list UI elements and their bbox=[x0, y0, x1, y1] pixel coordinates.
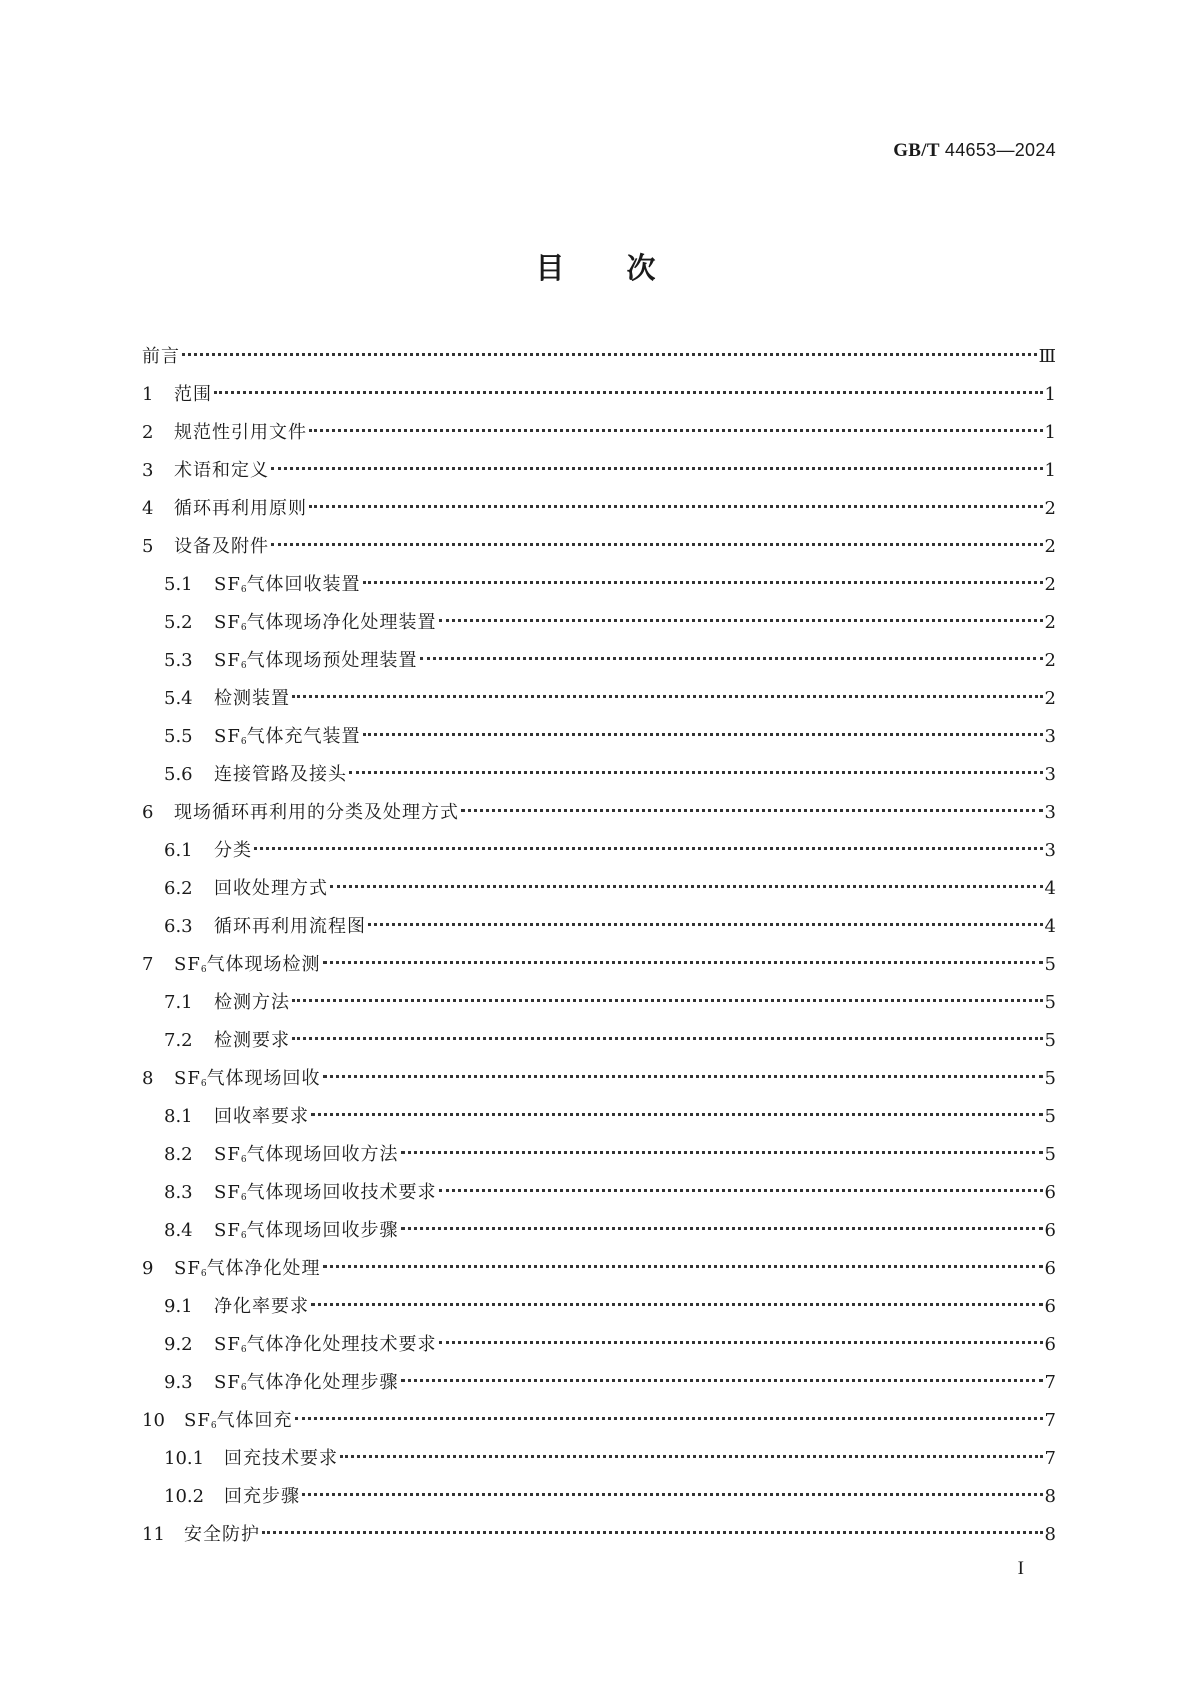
toc-dot-leader bbox=[330, 885, 1043, 888]
toc-entry-page: 5 bbox=[1044, 1068, 1056, 1089]
toc-entry-page: 2 bbox=[1044, 536, 1056, 557]
toc-entry-title: $SF_6$气体回充 bbox=[184, 1410, 293, 1431]
toc-entry[interactable] bbox=[142, 832, 1056, 870]
toc-entry-page: 5 bbox=[1044, 1144, 1056, 1165]
toc-dot-leader bbox=[262, 1531, 1043, 1534]
toc-entry[interactable] bbox=[142, 1060, 1056, 1098]
toc-entry-page: 2 bbox=[1044, 498, 1056, 519]
toc-entry-page: 3 bbox=[1044, 802, 1056, 823]
toc-dot-leader bbox=[439, 1189, 1043, 1192]
toc-entry[interactable] bbox=[142, 794, 1056, 832]
toc-dot-leader bbox=[401, 1151, 1043, 1154]
toc-entry[interactable] bbox=[142, 1212, 1056, 1250]
toc-entry-title: 回收率要求 bbox=[214, 1106, 309, 1127]
toc-entry-page: 1 bbox=[1044, 422, 1056, 443]
toc-entry-title: 现场循环再利用的分类及处理方式 bbox=[174, 802, 459, 823]
toc-entry-number: 9.1 bbox=[164, 1296, 193, 1317]
toc-entry-title: 规范性引用文件 bbox=[174, 422, 307, 443]
toc-entry[interactable] bbox=[142, 528, 1056, 566]
toc-dot-leader bbox=[311, 1303, 1043, 1306]
toc-entry-number: 7 bbox=[142, 954, 154, 975]
toc-dot-leader bbox=[401, 1379, 1043, 1382]
toc-entry-title: 连接管路及接头 bbox=[214, 764, 347, 785]
toc-entry-page: 5 bbox=[1044, 1030, 1056, 1051]
toc-entry-page: 6 bbox=[1044, 1296, 1056, 1317]
toc-entry-title: $SF_6$气体现场回收方法 bbox=[214, 1144, 399, 1165]
toc-entry-title: 循环再利用流程图 bbox=[214, 916, 366, 937]
toc-entry-title: $SF_6$气体现场回收技术要求 bbox=[214, 1182, 437, 1203]
toc-entry-number: 6 bbox=[142, 802, 154, 823]
toc-entry-number: 5.6 bbox=[164, 764, 193, 785]
toc-entry-title: 安全防护 bbox=[184, 1524, 260, 1545]
toc-entry-page: 6 bbox=[1044, 1258, 1056, 1279]
toc-entry[interactable] bbox=[142, 376, 1056, 414]
toc-entry-title: 检测装置 bbox=[214, 688, 290, 709]
toc-entry-number: 7.2 bbox=[164, 1030, 193, 1051]
toc-entry-title: $SF_6$气体净化处理技术要求 bbox=[214, 1334, 437, 1355]
toc-entry-title: $SF_6$气体净化处理步骤 bbox=[214, 1372, 399, 1393]
toc-entry[interactable] bbox=[142, 1022, 1056, 1060]
toc-entry-page: 6 bbox=[1044, 1334, 1056, 1355]
toc-entry[interactable] bbox=[142, 1098, 1056, 1136]
toc-entry[interactable] bbox=[142, 338, 1056, 376]
toc-entry-page: 8 bbox=[1044, 1524, 1056, 1545]
toc-entry-page: 3 bbox=[1044, 764, 1056, 785]
toc-entry-number: 10 bbox=[142, 1410, 165, 1431]
toc-entry[interactable] bbox=[142, 1364, 1056, 1402]
toc-entry-page: 7 bbox=[1044, 1410, 1056, 1431]
toc-entry-title: 范围 bbox=[174, 384, 212, 405]
toc-entry-page: 6 bbox=[1044, 1220, 1056, 1241]
toc-entry-number: 8.4 bbox=[164, 1220, 193, 1241]
toc-entry-page: 3 bbox=[1044, 840, 1056, 861]
toc-entry-number: 3 bbox=[142, 460, 154, 481]
toc-entry[interactable] bbox=[142, 1402, 1056, 1440]
toc-entry[interactable] bbox=[142, 756, 1056, 794]
toc-entry-title: $SF_6$气体净化处理 bbox=[174, 1258, 321, 1279]
toc-dot-leader bbox=[309, 429, 1043, 432]
toc-dot-leader bbox=[309, 505, 1043, 508]
toc-entry-page: 7 bbox=[1044, 1448, 1056, 1469]
toc-dot-leader bbox=[439, 619, 1043, 622]
toc-entry-page: 2 bbox=[1044, 688, 1056, 709]
toc-dot-leader bbox=[311, 1113, 1043, 1116]
toc-dot-leader bbox=[349, 771, 1043, 774]
toc-dot-leader bbox=[302, 1493, 1043, 1496]
toc-entry-number: 6.3 bbox=[164, 916, 193, 937]
toc-entry-page: 4 bbox=[1044, 878, 1056, 899]
toc-dot-leader bbox=[401, 1227, 1043, 1230]
toc-dot-leader bbox=[271, 467, 1043, 470]
toc-entry[interactable] bbox=[142, 718, 1056, 756]
toc-entry-page: 2 bbox=[1044, 612, 1056, 633]
toc-entry-page: 1 bbox=[1044, 460, 1056, 481]
toc-entry-number: 7.1 bbox=[164, 992, 193, 1013]
toc-dot-leader bbox=[292, 999, 1043, 1002]
toc-entry-number: 2 bbox=[142, 422, 154, 443]
toc-entry-page: 4 bbox=[1044, 916, 1056, 937]
toc-dot-leader bbox=[340, 1455, 1043, 1458]
toc-entry-page: 5 bbox=[1044, 992, 1056, 1013]
toc-dot-leader bbox=[461, 809, 1043, 812]
toc-entry-page: 2 bbox=[1044, 650, 1056, 671]
toc-entry[interactable] bbox=[142, 1516, 1056, 1554]
toc-entry-page: Ⅲ bbox=[1038, 346, 1056, 367]
toc-dot-leader bbox=[182, 353, 1037, 356]
toc-dot-leader bbox=[292, 695, 1043, 698]
toc-entry-number: 9.2 bbox=[164, 1334, 193, 1355]
toc-entry-title: 回充技术要求 bbox=[224, 1448, 338, 1469]
toc-entry-number: 8.1 bbox=[164, 1106, 193, 1127]
toc-entry-number: 5 bbox=[142, 536, 154, 557]
toc-entry-title: 术语和定义 bbox=[174, 460, 269, 481]
toc-entry[interactable] bbox=[142, 1174, 1056, 1212]
toc-entry[interactable] bbox=[142, 1440, 1056, 1478]
toc-dot-leader bbox=[420, 657, 1043, 660]
toc-entry[interactable] bbox=[142, 1250, 1056, 1288]
table-of-contents bbox=[142, 338, 1056, 1554]
toc-entry-page: 6 bbox=[1044, 1182, 1056, 1203]
toc-entry-page: 7 bbox=[1044, 1372, 1056, 1393]
toc-entry-number: 6.1 bbox=[164, 840, 193, 861]
toc-entry-title: 分类 bbox=[214, 840, 252, 861]
page-title: 目次 bbox=[535, 251, 718, 285]
toc-dot-leader bbox=[363, 581, 1043, 584]
toc-entry-number: 10.1 bbox=[164, 1448, 205, 1469]
toc-entry-title: $SF_6$气体充气装置 bbox=[214, 726, 361, 747]
standard-prefix: GB/T bbox=[893, 140, 940, 161]
toc-entry[interactable] bbox=[142, 490, 1056, 528]
toc-entry-number: 5.4 bbox=[164, 688, 193, 709]
toc-entry[interactable] bbox=[142, 870, 1056, 908]
toc-entry-page: 3 bbox=[1044, 726, 1056, 747]
toc-entry-number: 5.5 bbox=[164, 726, 193, 747]
toc-entry-number: 5.1 bbox=[164, 574, 193, 595]
toc-entry-number: 5.2 bbox=[164, 612, 193, 633]
toc-dot-leader bbox=[295, 1417, 1043, 1420]
toc-entry-page: 1 bbox=[1044, 384, 1056, 405]
toc-dot-leader bbox=[323, 961, 1043, 964]
toc-entry-page: 2 bbox=[1044, 574, 1056, 595]
toc-entry-number: 5.3 bbox=[164, 650, 193, 671]
toc-entry-number: 8.2 bbox=[164, 1144, 193, 1165]
standard-number: 44653—2024 bbox=[944, 140, 1056, 160]
toc-dot-leader bbox=[292, 1037, 1043, 1040]
toc-entry-number: 10.2 bbox=[164, 1486, 205, 1507]
toc-entry-number: 9.3 bbox=[164, 1372, 193, 1393]
toc-dot-leader bbox=[368, 923, 1043, 926]
toc-entry[interactable] bbox=[142, 908, 1056, 946]
toc-entry[interactable] bbox=[142, 984, 1056, 1022]
toc-dot-leader bbox=[214, 391, 1043, 394]
toc-dot-leader bbox=[439, 1341, 1043, 1344]
toc-entry-page: 5 bbox=[1044, 1106, 1056, 1127]
toc-entry[interactable] bbox=[142, 1326, 1056, 1364]
toc-entry[interactable] bbox=[142, 1478, 1056, 1516]
toc-entry-title: 检测要求 bbox=[214, 1030, 290, 1051]
toc-dot-leader bbox=[363, 733, 1043, 736]
toc-entry[interactable] bbox=[142, 566, 1056, 604]
toc-entry-page: 5 bbox=[1044, 954, 1056, 975]
page-folio: I bbox=[1017, 1558, 1024, 1579]
toc-entry-title: 检测方法 bbox=[214, 992, 290, 1013]
toc-entry-title: 回充步骤 bbox=[224, 1486, 300, 1507]
standard-code bbox=[893, 140, 1056, 162]
toc-entry-title: $SF_6$气体现场净化处理装置 bbox=[214, 612, 437, 633]
toc-entry-number: 9 bbox=[142, 1258, 154, 1279]
toc-dot-leader bbox=[254, 847, 1043, 850]
toc-entry-number: 11 bbox=[142, 1524, 165, 1545]
toc-entry-title: $SF_6$气体现场回收步骤 bbox=[214, 1220, 399, 1241]
toc-entry-page: 8 bbox=[1044, 1486, 1056, 1507]
toc-entry-title: $SF_6$气体现场检测 bbox=[174, 954, 321, 975]
toc-entry-number: 6.2 bbox=[164, 878, 193, 899]
toc-dot-leader bbox=[323, 1075, 1043, 1078]
toc-entry-number: 1 bbox=[142, 384, 154, 405]
toc-entry-number: 8 bbox=[142, 1068, 154, 1089]
toc-entry-title: 循环再利用原则 bbox=[174, 498, 307, 519]
toc-entry-title: 前言 bbox=[142, 346, 180, 367]
toc-dot-leader bbox=[323, 1265, 1043, 1268]
toc-entry-number: 8.3 bbox=[164, 1182, 193, 1203]
toc-entry[interactable] bbox=[142, 1288, 1056, 1326]
toc-dot-leader bbox=[271, 543, 1043, 546]
toc-entry-title: $SF_6$气体回收装置 bbox=[214, 574, 361, 595]
toc-entry-title: 回收处理方式 bbox=[214, 878, 328, 899]
toc-entry-title: $SF_6$气体现场预处理装置 bbox=[214, 650, 418, 671]
toc-entry[interactable] bbox=[142, 946, 1056, 984]
toc-entry-title: $SF_6$气体现场回收 bbox=[174, 1068, 321, 1089]
toc-entry-number: 4 bbox=[142, 498, 154, 519]
toc-entry[interactable] bbox=[142, 1136, 1056, 1174]
toc-entry[interactable] bbox=[142, 604, 1056, 642]
toc-entry-title: 净化率要求 bbox=[214, 1296, 309, 1317]
toc-entry[interactable] bbox=[142, 452, 1056, 490]
toc-entry[interactable] bbox=[142, 680, 1056, 718]
toc-entry-title: 设备及附件 bbox=[174, 536, 269, 557]
toc-entry[interactable] bbox=[142, 414, 1056, 452]
toc-entry[interactable] bbox=[142, 642, 1056, 680]
